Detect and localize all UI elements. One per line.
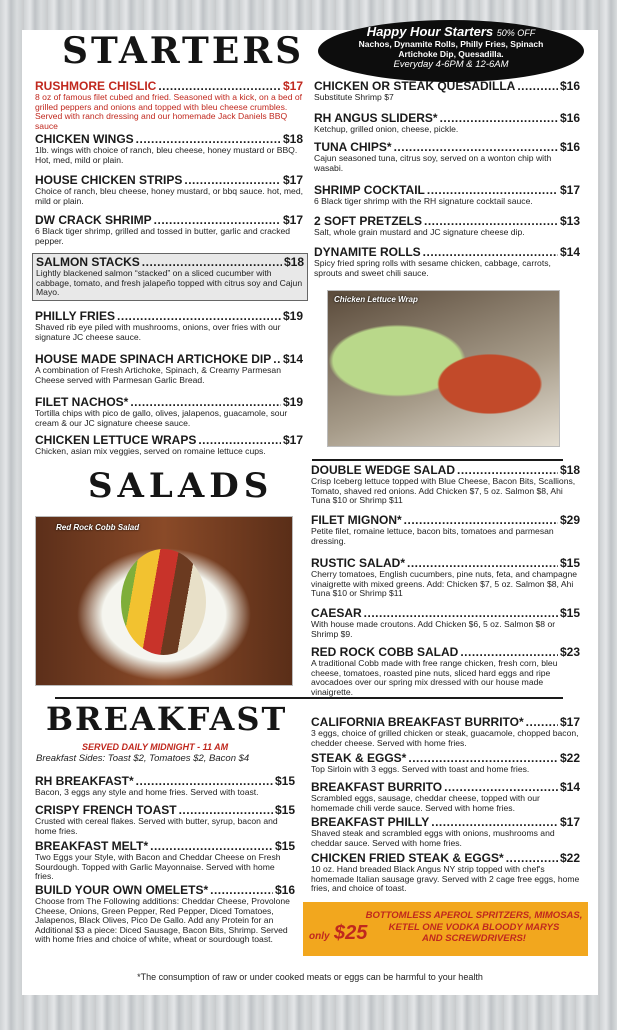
menu-item-rh-breakfast: RH BREAKFAST* ..... $15 Bacon, 3 eggs any style and home fries. Served with toast. — [35, 775, 295, 798]
promo-line-3: AND SCREWDRIVERS! — [422, 933, 526, 944]
menu-item-soft-pretzels: 2 SOFT PRETZELS ..... $13 Salt, whole grain mustard and JC signature cheese dip. — [314, 215, 580, 238]
menu-item-shrimp-cocktail: SHRIMP COCKTAIL ..... $17 6 Black tiger shrimp with the RH signature cocktail sauce. — [314, 184, 580, 207]
menu-item-spinach-artichoke-dip: HOUSE MADE SPINACH ARTICHOKE DIP ..... $14 A combination of Fresh Artichoke, Spinach, & Creamy Parmesan Cheese served with Parmesan Garlic Bread. — [35, 353, 303, 385]
menu-item-filet-nachos: FILET NACHOS* ..... $19 Tortilla chips with pico de gallo, olives, jalapenos, guacamole, sour cream & our JC signature cheese sauce. — [35, 396, 303, 428]
menu-item-chicken-wings: CHICKEN WINGS ..... $18 1lb. wings with choice of ranch, bleu cheese, honey mustard or BBQ. Hot, med, mild or plain. — [35, 133, 303, 165]
chicken-lettuce-wrap-photo — [327, 290, 560, 447]
menu-item-rushmore-chislic: RUSHMORE CHISLIC ..... $17 8 oz of famous filet cubed and fried. Seasoned with a kick, on a bed of grilled peppers and onions and topped with bleu cheese crumbles. Served with ranch dressing and our homemade Jack Daniels BBQ sauce — [35, 80, 303, 131]
promo-line-2: KETEL ONE VODKA BLOODY MARYS — [388, 921, 560, 933]
promo-price-group — [309, 922, 367, 945]
breakfast-sides: Breakfast Sides: Toast $2, Tomatoes $2, Bacon $4 — [36, 753, 250, 764]
health-disclaimer: *The consumption of raw or under cooked meats or eggs can be harmful to your health — [137, 972, 483, 982]
menu-item-build-your-own-omelets: BUILD YOUR OWN OMELETS* ..... $16 Choose from The Following additions: Cheddar Cheese, Provolone Cheese, Onions, Green Pepper, Red Pepper, Diced Tomatoes, Jalapenos, Black Olives, Pico De Gallo. Add any Protein for an Additional $3 a piece: Diced Sausage, Bacon Bits, Shrimp. Served with home fries and choice of white, wheat or sourdough toast. — [35, 884, 295, 945]
happy-hour-hours: Everyday 4-6PM & 12-6AM — [393, 59, 509, 70]
menu-item-crispy-french-toast: CRISPY FRENCH TOAST ..... $15 Crusted with cereal flakes. Served with butter, syrup, bacon and home fries. — [35, 804, 295, 836]
bottomless-drinks-banner — [303, 902, 588, 956]
happy-hour-items-2: Artichoke Dip, Quesadilla. — [398, 49, 504, 59]
happy-hour-discount: 50% OFF — [496, 28, 536, 38]
menu-item-salmon-stacks: SALMON STACKS ..... $18 Lightly blackened salmon “stacked” on a sliced cucumber with cabbage, tomato, and fresh jalapeño topped with citrus soy and Cajun Mayo. — [32, 253, 308, 301]
menu-item-breakfast-melt: BREAKFAST MELT* ..... $15 Two Eggs your Style, with Bacon and Cheddar Cheese on Fresh Sourdough. Topped with Garlic Mayonnaise. Served with home fries. — [35, 840, 295, 882]
menu-item-chicken-fried-steak: CHICKEN FRIED STEAK & EGGS* ..... $22 10 oz. Hand breaded Black Angus NY strip topped with chef's homemade Italian sausage gravy. Served with 2 cage free eggs, home fries, and choice of toast. — [311, 852, 580, 894]
menu-item-double-wedge-salad: DOUBLE WEDGE SALAD ..... $18 Crisp Iceberg lettuce topped with Blue Cheese, Bacon Bits, Scallions, Tomato, shaved red onions. Add Chicken $7, 5 oz. Salmon $8, Ahi Tuna $10 or Shrimp $11 — [311, 464, 580, 506]
menu-item-philly-fries: PHILLY FRIES ..... $19 Shaved rib eye piled with mushrooms, onions, over fries with our signature JC cheese sauce. — [35, 310, 303, 342]
menu-item-chicken-lettuce-wraps: CHICKEN LETTUCE WRAPS ..... $17 Chicken, asian mix veggies, served on romaine lettuce cups. — [35, 434, 303, 457]
menu-item-rh-angus-sliders: RH ANGUS SLIDERS* ..... $16 Ketchup, grilled onion, cheese, pickle. — [314, 112, 580, 135]
breakfast-title: BREAKFAST — [46, 700, 288, 738]
salads-title: SALADS — [88, 466, 274, 506]
menu-item-breakfast-burrito: BREAKFAST BURRITO ..... $14 Scrambled eggs, sausage, cheddar cheese, topped with our homemade chili verde sauce. Served with home fries. — [311, 781, 580, 813]
menu-item-house-chicken-strips: HOUSE CHICKEN STRIPS ..... $17 Choice of ranch, bleu cheese, honey mustard, or bbq sauce. hot, med, mild or plain. — [35, 174, 303, 206]
cobb-salad-photo — [35, 516, 293, 686]
menu-item-steak-and-eggs: STEAK & EGGS* ..... $22 Top Sirloin with 3 eggs. Served with toast and home fries. — [311, 752, 580, 775]
cobb-salad-caption: Red Rock Cobb Salad — [56, 523, 140, 532]
happy-hour-badge — [318, 20, 584, 82]
menu-item-california-breakfast-burrito: CALIFORNIA BREAKFAST BURRITO* ..... $17 3 eggs, choice of grilled chicken or steak, guacamole, chopped bacon, chedder cheese. Served with home fries. — [311, 716, 580, 748]
happy-hour-title: Happy Hour Starters — [366, 24, 494, 39]
promo-text — [365, 910, 583, 945]
menu-item-caesar: CAESAR ..... $15 With house made croutons. Add Chicken $6, 5 oz. Salmon $8 or Shrimp $9. — [311, 607, 580, 639]
promo-price: $25 — [334, 922, 368, 944]
chicken-lettuce-wrap-caption: Chicken Lettuce Wrap — [334, 295, 418, 304]
menu-item-filet-mignon-salad: FILET MIGNON* ..... $29 Petite filet, romaine lettuce, bacon bits, tomatoes and parmesan dressing. — [311, 514, 580, 546]
menu-item-rustic-salad: RUSTIC SALAD* ..... $15 Cherry tomatoes, English cucumbers, pine nuts, feta, and champagne vinaigrette with mixed greens. Add: Chicken $7, 5 oz. Salmon $8, Ahi Tuna $10 or Shrimp $11 — [311, 557, 580, 599]
section-divider — [312, 459, 563, 461]
happy-hour-items-1: Nachos, Dynamite Rolls, Philly Fries, Spinach — [358, 39, 544, 49]
breakfast-served-hours: SERVED DAILY MIDNIGHT - 11 AM — [82, 742, 229, 752]
promo-only: only — [309, 931, 330, 942]
salad-bowl-contents — [121, 549, 206, 655]
section-divider-breakfast — [55, 697, 563, 699]
starters-title: STARTERS — [62, 30, 305, 72]
menu-item-dynamite-rolls: DYNAMITE ROLLS ..... $14 Spicy fried spring rolls with sesame chicken, cabbage, carrots, sprouts and sweet chili sauce. — [314, 246, 580, 278]
menu-item-quesadilla: CHICKEN OR STEAK QUESADILLA ..... $16 Substitute Shrimp $7 — [314, 80, 580, 103]
promo-line-1: BOTTOMLESS APEROL SPRITZERS, MIMOSAS, — [365, 910, 583, 921]
menu-item-dw-crack-shrimp: DW CRACK SHRIMP ..... $17 6 Black tiger shrimp, grilled and tossed in butter, garlic and cracked pepper. — [35, 214, 303, 246]
menu-item-breakfast-philly: BREAKFAST PHILLY ..... $17 Shaved steak and scrambled eggs with onions, mushrooms and cheddar sauce. Served with home fries. — [311, 816, 580, 848]
menu-item-red-rock-cobb: RED ROCK COBB SALAD ..... $23 A traditional Cobb made with free range chicken, fresh corn, bleu cheese, tomatoes, roasted pine nuts, sliced hard eggs and ripe avocadoes over our spring mix dressed with our house made vinaigrette. — [311, 646, 580, 697]
menu-item-tuna-chips: TUNA CHIPS* ..... $16 Cajun seasoned tuna, citrus soy, served on a wonton chip with wasabi. — [314, 141, 580, 173]
